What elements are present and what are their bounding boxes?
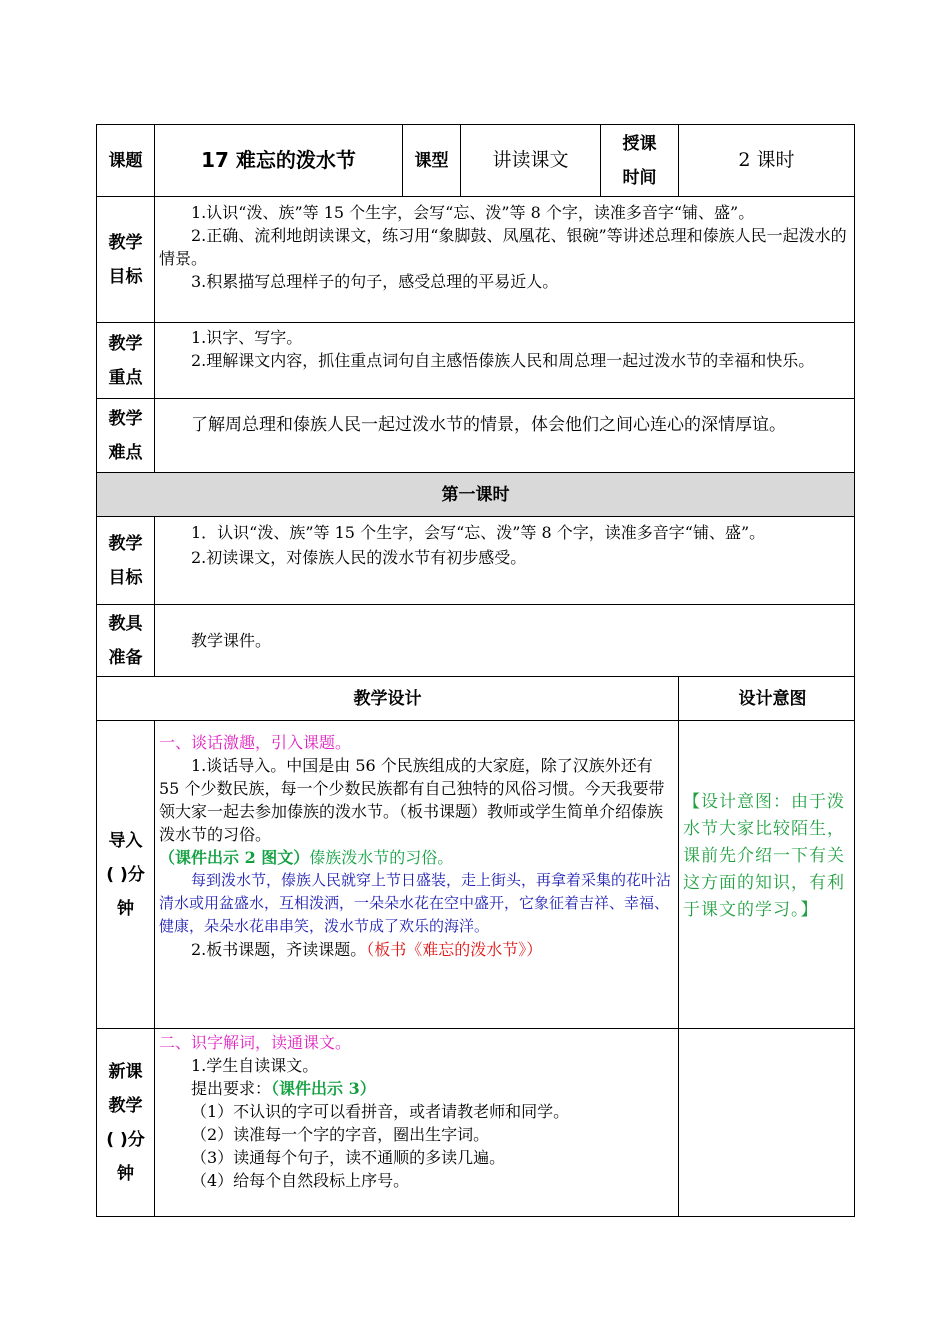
requirement-item: （3）读通每个句子，读不通顺的多读几遍。 bbox=[191, 1148, 506, 1167]
intro-label-3: 钟 bbox=[117, 898, 134, 919]
requirement-item: （1）不认识的字可以看拼音，或者请教老师和同学。 bbox=[191, 1102, 570, 1121]
keypoint-item: 1.识字、写字。 bbox=[191, 328, 303, 347]
newlesson-step1: 1.学生自读课文。 bbox=[191, 1056, 319, 1075]
newlesson-label-1: 新课 bbox=[108, 1061, 143, 1082]
lesson1-goals-label-2: 目标 bbox=[108, 567, 143, 588]
newlesson-requirements bbox=[155, 1077, 678, 1100]
intro-intent bbox=[679, 721, 855, 1029]
newlesson-label bbox=[97, 1029, 155, 1217]
courseware-text: 傣族泼水节的习俗。 bbox=[309, 848, 454, 867]
time-label-line2: 时间 bbox=[622, 167, 657, 188]
intro-row bbox=[97, 721, 855, 1029]
newlesson-label-2: 教学 bbox=[108, 1095, 143, 1116]
intro-step2 bbox=[155, 938, 678, 961]
tools-row bbox=[97, 605, 855, 677]
requirements-courseware: （课件出示 3） bbox=[271, 1079, 376, 1098]
lesson1-goal-item: 1．认识“泼、族”等 15 个生字，会写“忘、泼”等 8 个字，读准多音字“铺、盛”。 bbox=[191, 523, 766, 542]
intro-label bbox=[97, 721, 155, 1029]
goals-label-1: 教学 bbox=[108, 232, 143, 253]
difficulties-text: 了解周总理和傣族人民一起过泼水节的情景，体会他们之间心连心的深情厚谊。 bbox=[191, 415, 786, 435]
intro-step2-text: 2.板书课题，齐读课题。 bbox=[191, 940, 367, 959]
intro-label-1: 导入 bbox=[108, 830, 143, 851]
newlesson-heading: 二、识字解词，读通课文。 bbox=[159, 1033, 352, 1052]
lesson-plan bbox=[96, 124, 854, 1217]
goal-item: 2.正确、流利地朗读课文，练习用“象脚鼓、凤凰花、银碗”等讲述总理和傣族人民一起泼水的情景。 bbox=[159, 226, 847, 268]
keypoints-row bbox=[97, 323, 855, 399]
time-label-line1: 授课 bbox=[622, 133, 657, 154]
tools-content: 教学课件。 bbox=[155, 605, 855, 677]
lesson1-title: 第一课时 bbox=[97, 473, 855, 517]
lesson-type: 讲读课文 bbox=[461, 125, 601, 197]
keypoints-label-1: 教学 bbox=[108, 333, 143, 354]
intro-content bbox=[155, 721, 679, 1029]
intro-intent-text: 【设计意图：由于泼水节大家比较陌生，课前先介绍一下有关这方面的知识，有利于课文的学习。】 bbox=[683, 792, 845, 920]
difficulties-row bbox=[97, 399, 855, 473]
class-hours: 2 课时 bbox=[679, 125, 855, 197]
intro-step2-board: （板书《难忘的泼水节》） bbox=[366, 940, 543, 959]
newlesson-label-4: 钟 bbox=[117, 1163, 134, 1184]
topic-label: 课题 bbox=[97, 125, 155, 197]
courseware-tag: （课件出示 2 图文） bbox=[159, 848, 310, 867]
keypoint-item: 2.理解课文内容，抓住重点词句自主感悟傣族人民和周总理一起过泼水节的幸福和快乐。 bbox=[191, 351, 815, 370]
difficulties-content bbox=[155, 399, 855, 473]
intent-col-title: 设计意图 bbox=[679, 677, 855, 721]
goal-item: 3.积累描写总理样子的句子，感受总理的平易近人。 bbox=[191, 272, 559, 291]
time-label bbox=[601, 125, 679, 197]
requirements-label: 提出要求： bbox=[191, 1079, 272, 1098]
lesson1-goals-label-1: 教学 bbox=[108, 533, 143, 554]
intro-quote: 每到泼水节，傣族人民就穿上节日盛装，走上街头，再拿着采集的花叶沾清水或用盆盛水，互相泼洒，一朵朵水花在空中盛开，它象征着吉祥、幸福、健康，朵朵水花串串笑，泼水节成了欢乐的海洋。 bbox=[159, 871, 672, 935]
lesson-plan-table bbox=[96, 124, 855, 1217]
design-header-row bbox=[97, 677, 855, 721]
type-label: 课型 bbox=[403, 125, 461, 197]
lesson1-goals-label bbox=[97, 517, 155, 605]
requirement-item: （4）给每个自然段标上序号。 bbox=[191, 1171, 410, 1190]
difficulties-label-1: 教学 bbox=[108, 408, 143, 429]
newlesson-label-3: ( )分 bbox=[106, 1129, 145, 1150]
difficulties-label-2: 难点 bbox=[108, 442, 143, 463]
goals-content bbox=[155, 197, 855, 323]
newlesson-intent bbox=[679, 1029, 855, 1217]
lesson1-goals-row bbox=[97, 517, 855, 605]
goals-row bbox=[97, 197, 855, 323]
intro-paragraph: 1.谈话导入。中国是由 56 个民族组成的大家庭，除了汉族外还有 55 个少数民族，每一个少数民族都有自己独特的风俗习惯。今天我要带领大家一起去参加傣族的泼水节。（板书课题）教师或学生简单介绍傣族泼水节的习俗。 bbox=[159, 756, 665, 844]
intro-heading: 一、谈话激趣，引入课题。 bbox=[159, 733, 352, 752]
lesson-title: 17 难忘的泼水节 bbox=[155, 125, 403, 197]
goals-label bbox=[97, 197, 155, 323]
tools-label-2: 准备 bbox=[108, 647, 143, 668]
tools-label-1: 教具 bbox=[108, 613, 143, 634]
header-row bbox=[97, 125, 855, 197]
lesson1-goals-content bbox=[155, 517, 855, 605]
keypoints-label-2: 重点 bbox=[108, 367, 143, 388]
lesson1-title-row bbox=[97, 473, 855, 517]
keypoints-content bbox=[155, 323, 855, 399]
design-col-title: 教学设计 bbox=[97, 677, 679, 721]
intro-label-2: ( )分 bbox=[106, 864, 145, 885]
difficulties-label bbox=[97, 399, 155, 473]
intro-courseware-line bbox=[155, 846, 678, 869]
keypoints-label bbox=[97, 323, 155, 399]
goals-label-2: 目标 bbox=[108, 266, 143, 287]
tools-label bbox=[97, 605, 155, 677]
newlesson-content bbox=[155, 1029, 679, 1217]
goal-item: 1.认识“泼、族”等 15 个生字，会写“忘、泼”等 8 个字，读准多音字“铺、盛”。 bbox=[191, 203, 755, 222]
requirement-item: （2）读准每一个字的字音，圈出生字词。 bbox=[191, 1125, 490, 1144]
newlesson-row bbox=[97, 1029, 855, 1217]
lesson1-goal-item: 2.初读课文，对傣族人民的泼水节有初步感受。 bbox=[191, 548, 527, 567]
